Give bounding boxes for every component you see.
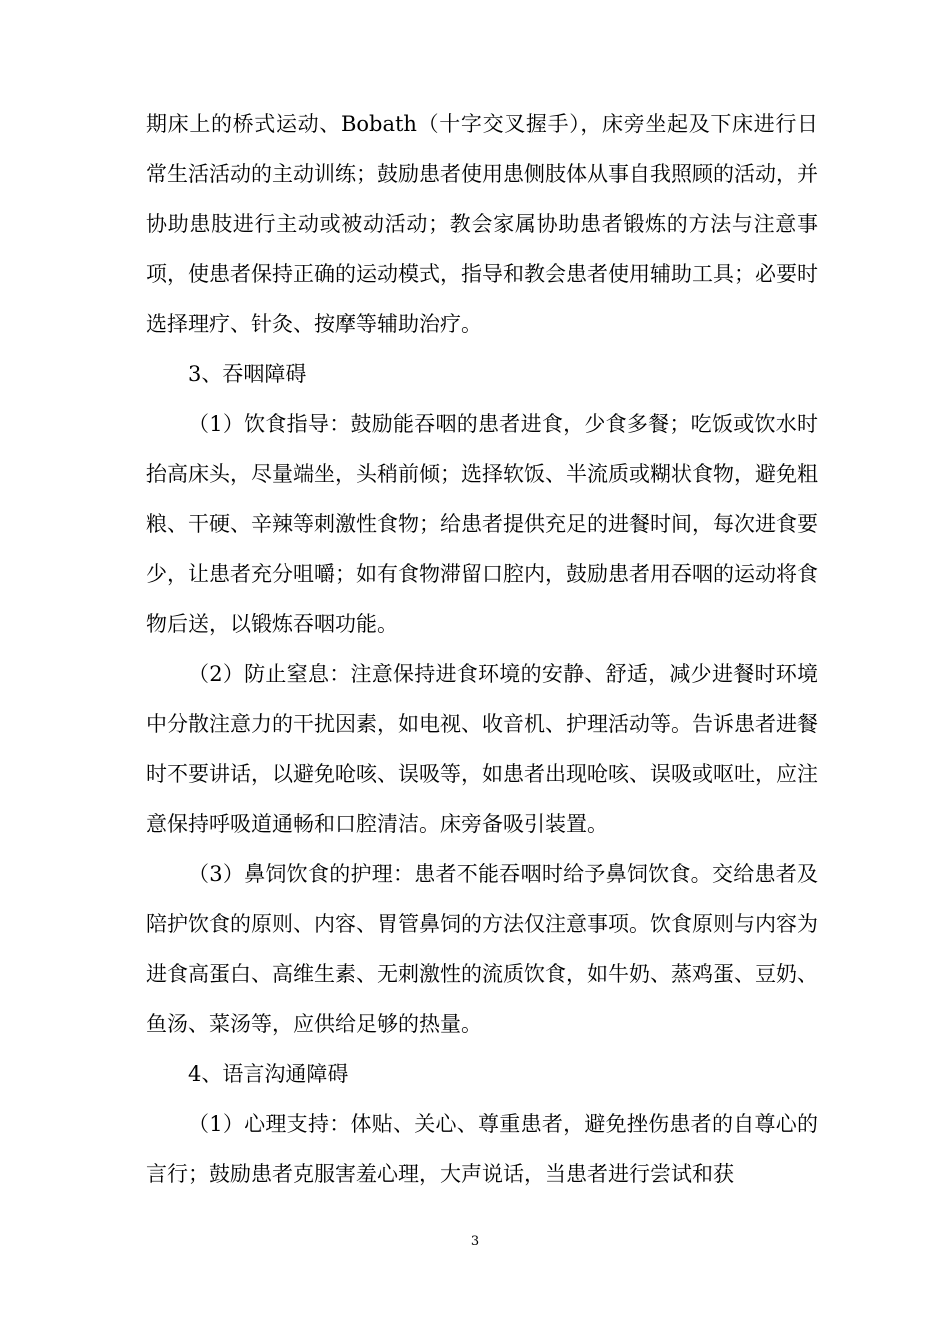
paragraph-diet-guidance: （1）饮食指导：鼓励能吞咽的患者进食，少食多餐；吃饭或饮水时抬高床头，尽量端坐，头稍前倾；选择软饭、半流质或糊状食物，避免粗粮、干硬、辛辣等刺激性食物；给患者提供充足的进餐时间，每次进食要少，让患者充分咀嚼；如有食物滞留口腔内，鼓励患者用吞咽的运动将食物后送，以锻炼吞咽功能。 (146, 412, 818, 636)
document-body (146, 99, 818, 1199)
paragraph-psychological-support: （1）心理支持：体贴、关心、尊重患者，避免挫伤患者的自尊心的言行；鼓励患者克服害羞心理，大声说话，当患者进行尝试和获 (146, 1112, 818, 1186)
paragraph-rehab-training: 期床上的桥式运动、Bobath（十字交叉握手），床旁坐起及下床进行日常生活活动的主动训练；鼓励患者使用患侧肢体从事自我照顾的活动，并协助患肢进行主动或被动活动；教会家属协助患者锻炼的方法与注意事项，使患者保持正确的运动模式，指导和教会患者使用辅助工具；必要时选择理疗、针灸、按摩等辅助治疗。 (146, 112, 818, 336)
heading-swallowing-disorder: 3、吞咽障碍 (188, 362, 307, 386)
heading-language-communication: 4、语言沟通障碍 (188, 1062, 349, 1086)
paragraph-nasal-feeding: （3）鼻饲饮食的护理：患者不能吞咽时给予鼻饲饮食。交给患者及陪护饮食的原则、内容、胃管鼻饲的方法仅注意事项。饮食原则与内容为进食高蛋白、高维生素、无刺激性的流质饮食，如牛奶、蒸鸡蛋、豆奶、鱼汤、菜汤等，应供给足够的热量。 (146, 862, 818, 1036)
page-number: 3 (470, 1234, 480, 1249)
paragraph-prevent-choking: （2）防止窒息：注意保持进食环境的安静、舒适，减少进餐时环境中分散注意力的干扰因素，如电视、收音机、护理活动等。告诉患者进餐时不要讲话，以避免呛咳、误吸等，如患者出现呛咳、误吸或呕吐，应注意保持呼吸道通畅和口腔清洁。床旁备吸引装置。 (146, 662, 818, 836)
